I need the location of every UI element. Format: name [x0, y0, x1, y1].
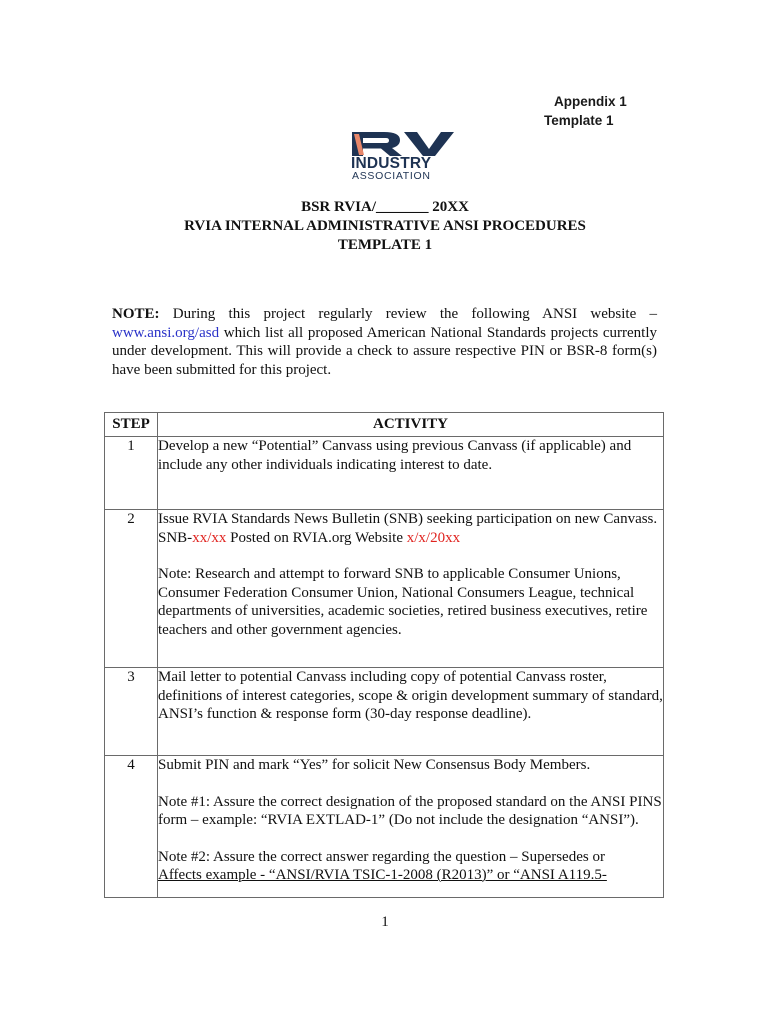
- table-row: [105, 668, 664, 756]
- column-header-step: STEP: [105, 413, 158, 437]
- activity-text: Mail letter to potential Canvass including copy of potential Canvass roster, definitions of interest categories, scope & origin development summary of standard, ANSI’s function & response form (30-day response deadline).: [158, 669, 663, 722]
- activity-text: Issue RVIA Standards News Bulletin (SNB) seeking participation on new Canvass.: [158, 511, 658, 527]
- snb-prefix: SNB-: [158, 529, 193, 546]
- ansi-website-link[interactable]: www.ansi.org/asd: [112, 324, 220, 341]
- activity-note-2-continued: Affects example - “ANSI/RVIA TSIC-1-2008 (R2013)” or “ANSI A119.5-: [158, 867, 607, 883]
- page-number: 1: [381, 914, 389, 930]
- activity-cell: [158, 510, 664, 668]
- activity-text: Submit PIN and mark “Yes” for solicit New Consensus Body Members.: [158, 757, 591, 773]
- note-rest-text: which list all proposed American National Standards projects currently under development. This will provide a check to assure respective PIN or BSR-8 form(s) have been submitted for this project.: [112, 324, 657, 378]
- snb-date-placeholder: x/x/20xx: [406, 529, 461, 546]
- logo-association-text: ASSOCIATION: [352, 170, 431, 182]
- rvia-logo: [350, 131, 462, 181]
- note-label: NOTE:: [112, 306, 160, 322]
- step-number: 1: [105, 437, 158, 510]
- table-row: [105, 756, 664, 898]
- activity-note-2: Note #2: Assure the correct answer regarding the question – Supersedes or: [158, 848, 605, 865]
- note-first-line: [112, 305, 657, 324]
- appendix-label: Appendix 1: [554, 94, 627, 109]
- procedure-steps-table: [104, 412, 664, 898]
- title-line-bsr: BSR RVIA/_______ 20XX: [301, 199, 469, 215]
- activity-cell: [158, 756, 664, 898]
- column-header-activity: ACTIVITY: [158, 413, 664, 437]
- step-number: 3: [105, 668, 158, 756]
- template-label: Template 1: [544, 113, 614, 128]
- note-first-line-text: During this project regularly review the following ANSI website –: [172, 306, 658, 322]
- activity-cell: [158, 668, 664, 756]
- activity-note-1: Note #1: Assure the correct designation of the proposed standard on the ANSI PINS form – example: “RVIA EXTLAD-1” (Do not include the designation “ANSI”).: [158, 793, 662, 828]
- step-number: 2: [105, 510, 158, 668]
- activity-cell: [158, 437, 664, 510]
- activity-note: Note: Research and attempt to forward SNB to applicable Consumer Unions, Consumer Federation Consumer Union, National Consumers League, technical departments of universities, academic societies, retired business executives, retire teachers and other government agencies.: [158, 566, 648, 638]
- rv-logo-mark-icon: [350, 131, 460, 157]
- snb-posting-line: [158, 529, 663, 548]
- snb-number-placeholder: xx/xx: [192, 529, 227, 546]
- document-title: [0, 198, 770, 255]
- table-header-row: [105, 413, 664, 437]
- activity-text: Develop a new “Potential” Canvass using previous Canvass (if applicable) and include any other individuals indicating interest to date.: [158, 438, 632, 473]
- table-row: [105, 510, 664, 668]
- step-number: 4: [105, 756, 158, 898]
- note-paragraph: [112, 305, 657, 379]
- snb-posted-text: Posted on RVIA.org Website: [226, 529, 407, 546]
- table-row: [105, 437, 664, 510]
- logo-industry-text: INDUSTRY: [351, 155, 432, 172]
- title-line-template: TEMPLATE 1: [337, 237, 433, 253]
- title-line-procedures: RVIA INTERNAL ADMINISTRATIVE ANSI PROCEDURES: [184, 218, 586, 234]
